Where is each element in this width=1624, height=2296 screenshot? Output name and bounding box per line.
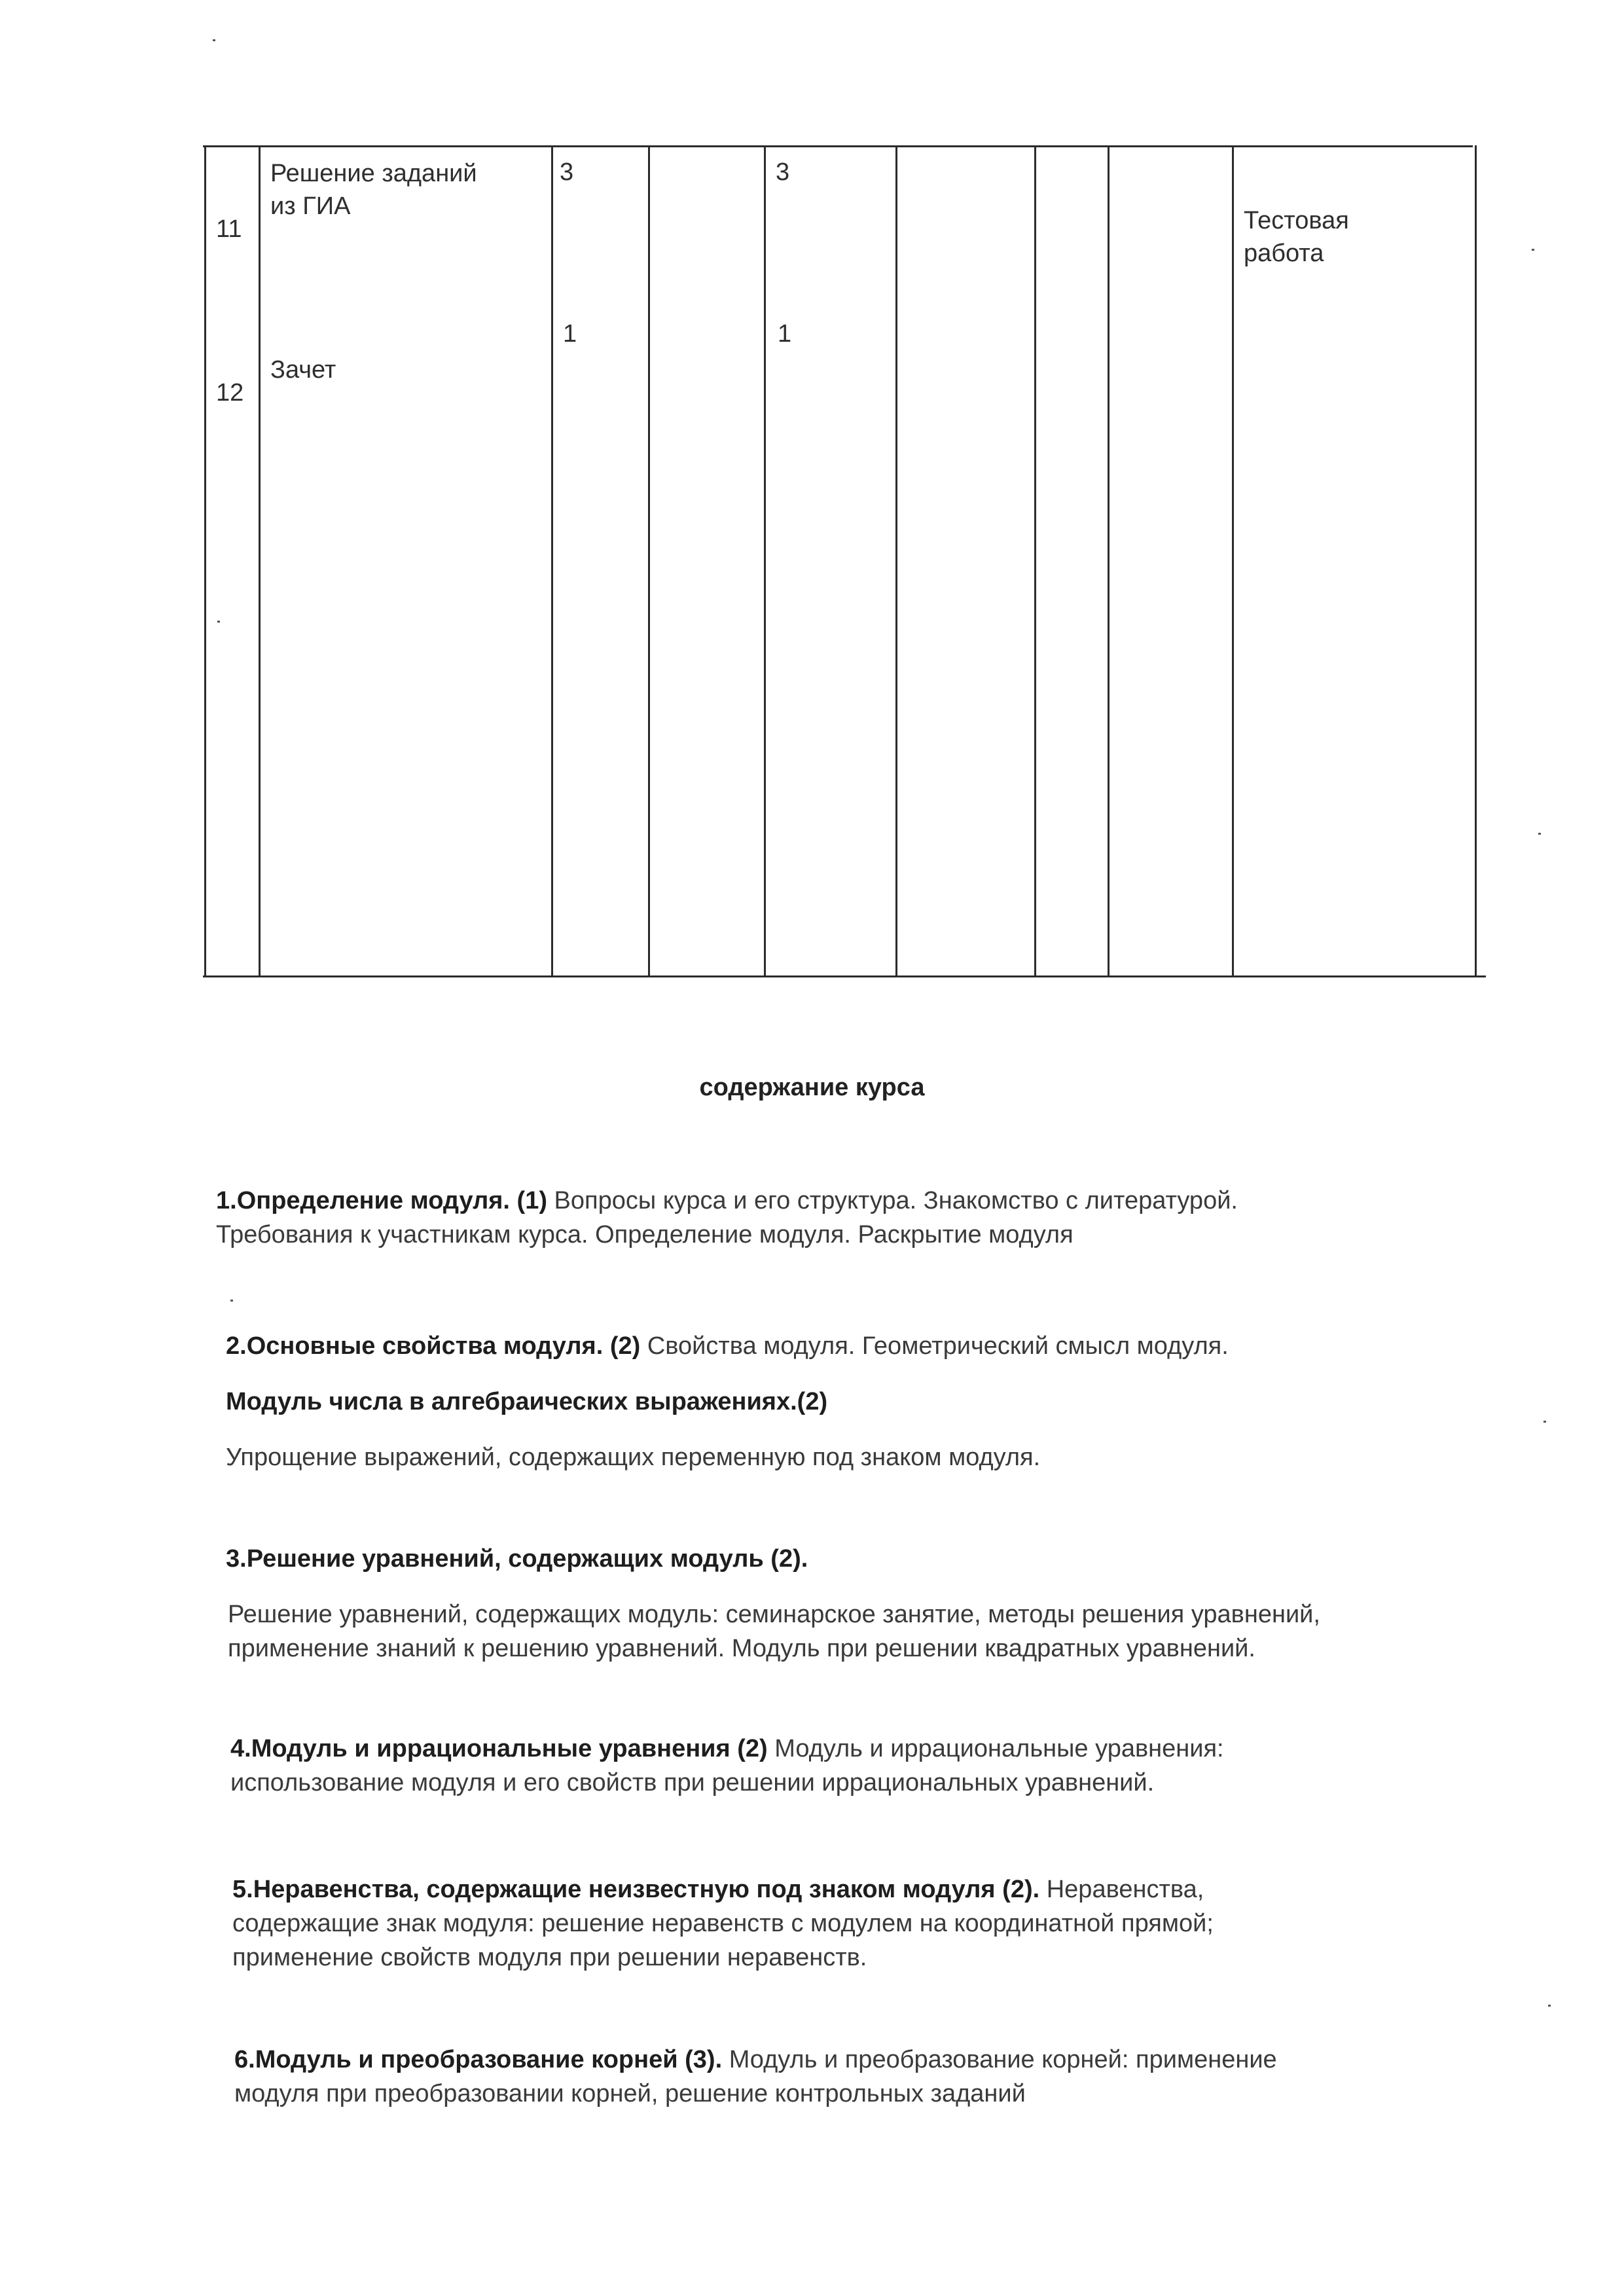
section-title: 1.Определение модуля. (1) <box>216 1187 547 1214</box>
section-text: Решение уравнений, содержащих модуль: семинарское занятие, методы решения уравнений, <box>228 1601 1320 1628</box>
scan-speck <box>217 621 220 623</box>
table-col-line <box>551 145 553 977</box>
course-content-heading: содержание курса <box>699 1074 925 1101</box>
scan-speck <box>213 39 215 41</box>
scan-speck <box>1548 2005 1551 2007</box>
table-col-line <box>1232 145 1234 977</box>
section-text: Неравенства, <box>1039 1876 1204 1903</box>
section-inequalities <box>232 1872 1542 1975</box>
table-row-title: Зачет <box>270 356 336 384</box>
table-cell-hours-practice: 3 <box>776 158 790 186</box>
table-row-number: 12 <box>216 379 244 407</box>
scan-speck <box>1543 1421 1546 1423</box>
scan-speck <box>230 1300 233 1302</box>
table-col-line <box>648 145 650 977</box>
table-cell-control-form: работа <box>1244 240 1324 267</box>
section-text: применение свойств модуля при решении неравенств. <box>232 1944 867 1971</box>
section-title: 2.Основные свойства модуля. (2) <box>226 1332 641 1360</box>
section-text: Упрощение выражений, содержащих переменную под знаком модуля. <box>226 1444 1041 1471</box>
section-text: применение знаний к решению уравнений. Модуль при решении квадратных уравнений. <box>228 1635 1255 1662</box>
section-text: Модуль и преобразование корней: применение <box>722 2046 1277 2073</box>
section-title: 4.Модуль и иррациональные уравнения (2) <box>230 1735 768 1762</box>
table-top-border <box>203 145 1473 147</box>
table-cell-hours-total: 3 <box>560 158 574 186</box>
scan-speck <box>1538 833 1541 835</box>
table-cell-hours-practice: 1 <box>778 320 792 348</box>
table-bottom-border <box>203 975 1486 977</box>
section-equations-title <box>226 1542 1535 1576</box>
table-col-line <box>259 145 261 977</box>
table-col-line <box>1108 145 1110 977</box>
section-simplification <box>226 1440 1535 1474</box>
table-row-number: 11 <box>216 215 242 243</box>
section-equations-text <box>228 1597 1537 1666</box>
section-title: 6.Модуль и преобразование корней (3). <box>234 2046 723 2073</box>
table-row-title: Решение заданий <box>270 160 477 187</box>
section-text: Модуль и иррациональные уравнения: <box>767 1735 1224 1762</box>
table-col-line <box>204 145 206 977</box>
section-text: содержащие знак модуля: решение неравенств с модулем на координатной прямой; <box>232 1910 1214 1937</box>
section-roots <box>234 2043 1543 2111</box>
section-text: Свойства модуля. Геометрический смысл модуля. <box>640 1332 1229 1360</box>
section-title: 5.Неравенства, содержащие неизвестную под знаком модуля (2). <box>232 1876 1040 1903</box>
table-cell-hours-total: 1 <box>563 320 577 348</box>
scan-speck <box>1532 249 1534 251</box>
section-module-definition <box>216 1184 1525 1252</box>
table-col-line <box>764 145 766 977</box>
section-text: модуля при преобразовании корней, решение контрольных заданий <box>234 2080 1026 2107</box>
section-irrational-equations <box>230 1732 1540 1800</box>
table-col-line <box>895 145 897 977</box>
section-module-properties <box>226 1329 1535 1363</box>
section-text: Требования к участникам курса. Определение модуля. Раскрытие модуля <box>216 1221 1074 1248</box>
table-cell-control-form: Тестовая <box>1244 207 1349 234</box>
section-text: использование модуля и его свойств при решении иррациональных уравнений. <box>230 1769 1155 1796</box>
section-algebraic-expressions <box>226 1385 1535 1419</box>
table-col-line <box>1475 145 1477 977</box>
section-title: Модуль числа в алгебраических выражениях.(2) <box>226 1388 828 1415</box>
section-text: Вопросы курса и его структура. Знакомство с литературой. <box>547 1187 1238 1214</box>
table-col-line <box>1034 145 1036 977</box>
table-row-title: из ГИА <box>270 192 351 220</box>
section-title: 3.Решение уравнений, содержащих модуль (2). <box>226 1545 808 1573</box>
